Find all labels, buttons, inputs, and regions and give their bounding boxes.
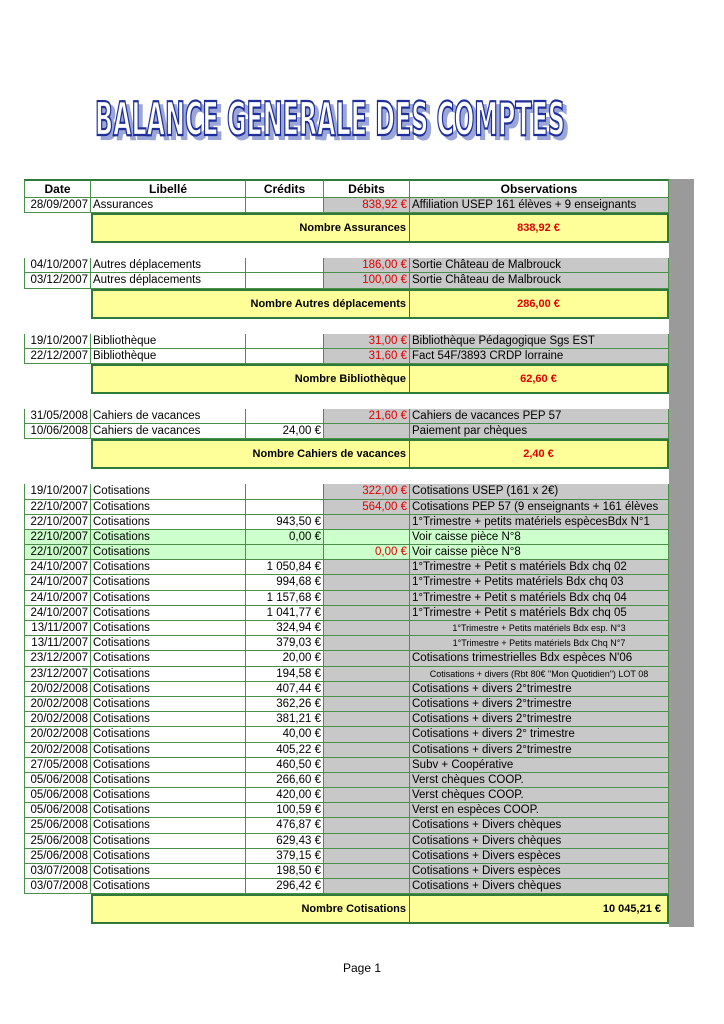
total-value: 286,00 € (410, 289, 669, 319)
row-date: 20/02/2008 (24, 697, 91, 712)
table-row (24, 621, 669, 636)
row-debit: 838,92 € (324, 198, 410, 213)
table-row (24, 758, 669, 773)
row-date: 03/07/2008 (24, 879, 91, 894)
row-observation: Voir caisse pièce N°8 (410, 530, 669, 545)
sheet-shadow (669, 179, 694, 927)
row-date: 25/06/2008 (24, 849, 91, 864)
row-debit: 100,00 € (324, 273, 410, 288)
row-credit: 381,21 € (246, 712, 324, 727)
row-credit: 405,22 € (246, 743, 324, 758)
row-libelle: Cotisations (91, 818, 246, 833)
row-date: 22/10/2007 (24, 545, 91, 560)
row-observation: Cotisations + divers (Rbt 80€ "Mon Quotidien") LOT 08 (410, 667, 669, 682)
row-debit: 0,00 € (324, 545, 410, 560)
row-date: 10/06/2008 (24, 424, 91, 439)
row-debit (324, 682, 410, 697)
row-observation: Cotisations + divers 2°trimestre (410, 682, 669, 697)
row-debit (324, 773, 410, 788)
row-debit (324, 727, 410, 742)
row-libelle: Cotisations (91, 803, 246, 818)
row-observation: Bibliothèque Pédagogique Sgs EST (410, 334, 669, 349)
row-observation: 1°Trimestre + Petit s matériels Bdx chq 05 (410, 606, 669, 621)
row-credit (246, 484, 324, 499)
row-debit (324, 864, 410, 879)
table-row (24, 788, 669, 803)
row-date: 24/10/2007 (24, 575, 91, 590)
row-libelle: Cotisations (91, 500, 246, 515)
row-libelle: Cotisations (91, 621, 246, 636)
table-row (24, 879, 669, 894)
total-label: Nombre Cotisations (91, 894, 410, 924)
row-debit (324, 834, 410, 849)
row-observation: Subv + Coopérative (410, 758, 669, 773)
ledger-sections (24, 198, 669, 924)
row-debit (324, 743, 410, 758)
row-observation: Cotisations + Divers chèques (410, 879, 669, 894)
table-row (24, 484, 669, 499)
row-debit (324, 575, 410, 590)
row-debit: 564,00 € (324, 500, 410, 515)
table-row (24, 515, 669, 530)
row-date: 28/09/2007 (24, 198, 91, 213)
row-observation: Cotisations + divers 2°trimestre (410, 697, 669, 712)
row-credit: 1 041,77 € (246, 606, 324, 621)
row-credit: 1 050,84 € (246, 560, 324, 575)
table-row (24, 712, 669, 727)
header-credits: Crédits (246, 179, 324, 198)
row-debit (324, 697, 410, 712)
row-observation: Voir caisse pièce N°8 (410, 545, 669, 560)
row-date: 20/02/2008 (24, 712, 91, 727)
table-row (24, 727, 669, 742)
row-libelle: Cahiers de vacances (91, 409, 246, 424)
row-credit (246, 545, 324, 560)
section-total (24, 439, 669, 469)
row-debit (324, 788, 410, 803)
row-observation: Cotisations + Divers chèques (410, 818, 669, 833)
row-debit (324, 818, 410, 833)
table-row (24, 667, 669, 682)
row-libelle: Cotisations (91, 864, 246, 879)
title-shadow: BALANCE GENERALE DES COMPTES (99, 96, 569, 150)
row-credit: 994,68 € (246, 575, 324, 590)
row-observation: 1°Trimestre + Petits matériels Bdx esp. N°3 (410, 621, 669, 636)
table-row (24, 773, 669, 788)
total-label: Nombre Assurances (91, 213, 410, 243)
row-libelle: Cotisations (91, 788, 246, 803)
row-observation: Cotisations trimestrielles Bdx espèces N'06 (410, 651, 669, 666)
table-row (24, 864, 669, 879)
table-row (24, 682, 669, 697)
table-row (24, 545, 669, 560)
row-credit: 198,50 € (246, 864, 324, 879)
section-gap (24, 319, 669, 334)
row-credit (246, 334, 324, 349)
table-row (24, 591, 669, 606)
row-credit: 407,44 € (246, 682, 324, 697)
table-row (24, 743, 669, 758)
row-debit (324, 712, 410, 727)
row-observation: Cotisations + divers 2°trimestre (410, 712, 669, 727)
row-date: 20/02/2008 (24, 727, 91, 742)
total-spacer (24, 439, 91, 469)
row-debit (324, 651, 410, 666)
row-credit (246, 409, 324, 424)
section-gap (24, 243, 669, 258)
row-libelle: Cotisations (91, 697, 246, 712)
row-date: 22/12/2007 (24, 349, 91, 364)
row-debit: 186,00 € (324, 258, 410, 273)
row-date: 22/10/2007 (24, 500, 91, 515)
header-debits: Débits (324, 179, 410, 198)
row-date: 05/06/2008 (24, 773, 91, 788)
row-libelle: Cahiers de vacances (91, 424, 246, 439)
row-credit (246, 500, 324, 515)
row-libelle: Assurances (91, 198, 246, 213)
total-value: 10 045,21 € (410, 894, 669, 924)
row-observation: Affiliation USEP 161 élèves + 9 enseignants (410, 198, 669, 213)
row-observation: Cotisations USEP (161 x 2€) (410, 484, 669, 499)
row-credit: 460,50 € (246, 758, 324, 773)
section-total (24, 364, 669, 394)
row-date: 03/12/2007 (24, 273, 91, 288)
row-debit (324, 758, 410, 773)
header-date: Date (24, 179, 91, 198)
row-libelle: Cotisations (91, 484, 246, 499)
table-row (24, 409, 669, 424)
row-credit: 100,59 € (246, 803, 324, 818)
row-libelle: Cotisations (91, 743, 246, 758)
row-libelle: Cotisations (91, 636, 246, 651)
row-libelle: Cotisations (91, 879, 246, 894)
row-libelle: Cotisations (91, 515, 246, 530)
row-date: 04/10/2007 (24, 258, 91, 273)
table-row (24, 530, 669, 545)
total-label: Nombre Bibliothèque (91, 364, 410, 394)
row-credit: 324,94 € (246, 621, 324, 636)
row-libelle: Cotisations (91, 682, 246, 697)
table-row (24, 258, 669, 273)
row-libelle: Cotisations (91, 560, 246, 575)
section-total (24, 213, 669, 243)
row-observation: Cotisations + Divers espèces (410, 849, 669, 864)
row-observation: 1°Trimestre + petits matériels espècesBdx N°1 (410, 515, 669, 530)
row-libelle: Autres déplacements (91, 258, 246, 273)
row-date: 03/07/2008 (24, 864, 91, 879)
row-credit: 0,00 € (246, 530, 324, 545)
row-debit (324, 621, 410, 636)
row-libelle: Cotisations (91, 575, 246, 590)
table-row (24, 818, 669, 833)
row-credit: 420,00 € (246, 788, 324, 803)
table-header (24, 179, 669, 198)
row-debit (324, 667, 410, 682)
row-date: 05/06/2008 (24, 788, 91, 803)
row-credit: 362,26 € (246, 697, 324, 712)
row-date: 19/10/2007 (24, 484, 91, 499)
row-libelle: Cotisations (91, 606, 246, 621)
row-libelle: Cotisations (91, 591, 246, 606)
row-date: 13/11/2007 (24, 636, 91, 651)
table-row (24, 500, 669, 515)
table-row (24, 273, 669, 288)
title-text: BALANCE GENERALE DES COMPTES (95, 92, 565, 146)
row-date: 20/02/2008 (24, 682, 91, 697)
row-libelle: Cotisations (91, 530, 246, 545)
total-label: Nombre Autres déplacements (91, 289, 410, 319)
page-number: Page 1 (342, 961, 382, 975)
table-row (24, 849, 669, 864)
row-libelle: Bibliothèque (91, 334, 246, 349)
total-value: 838,92 € (410, 213, 669, 243)
row-observation: Paiement par chèques (410, 424, 669, 439)
row-observation: 1°Trimestre + Petit s matériels Bdx chq 04 (410, 591, 669, 606)
row-libelle: Autres déplacements (91, 273, 246, 288)
row-date: 20/02/2008 (24, 743, 91, 758)
row-debit (324, 606, 410, 621)
total-spacer (24, 289, 91, 319)
row-credit (246, 198, 324, 213)
row-observation: Fact 54F/3893 CRDP lorraine (410, 349, 669, 364)
section-total (24, 289, 669, 319)
row-debit (324, 879, 410, 894)
page-title (0, 92, 724, 156)
row-observation: Verst chèques COOP. (410, 773, 669, 788)
row-date: 24/10/2007 (24, 606, 91, 621)
row-date: 24/10/2007 (24, 591, 91, 606)
row-observation: Cotisations PEP 57 (9 enseignants + 161 élèves (410, 500, 669, 515)
row-date: 24/10/2007 (24, 560, 91, 575)
total-spacer (24, 364, 91, 394)
row-libelle: Cotisations (91, 849, 246, 864)
row-debit: 322,00 € (324, 484, 410, 499)
row-date: 25/06/2008 (24, 818, 91, 833)
row-observation: Sortie Château de Malbrouck (410, 258, 669, 273)
row-debit (324, 515, 410, 530)
row-observation: Verst en espèces COOP. (410, 803, 669, 818)
table-row (24, 575, 669, 590)
row-credit: 1 157,68 € (246, 591, 324, 606)
row-credit: 476,87 € (246, 818, 324, 833)
total-label: Nombre Cahiers de vacances (91, 439, 410, 469)
row-libelle: Cotisations (91, 773, 246, 788)
row-date: 27/05/2008 (24, 758, 91, 773)
row-credit (246, 349, 324, 364)
row-observation: 1°Trimestre + Petits matériels Bdx chq 03 (410, 575, 669, 590)
row-date: 22/10/2007 (24, 530, 91, 545)
table-row (24, 697, 669, 712)
row-debit (324, 636, 410, 651)
table-row (24, 651, 669, 666)
row-libelle: Cotisations (91, 727, 246, 742)
table-row (24, 424, 669, 439)
row-credit: 24,00 € (246, 424, 324, 439)
row-observation: Verst chèques COOP. (410, 788, 669, 803)
row-observation: Cotisations + divers 2°trimestre (410, 743, 669, 758)
table-row (24, 803, 669, 818)
total-value: 2,40 € (410, 439, 669, 469)
row-credit (246, 273, 324, 288)
row-debit: 31,60 € (324, 349, 410, 364)
table-row (24, 560, 669, 575)
total-spacer (24, 894, 91, 924)
ledger-table (24, 179, 669, 924)
row-observation: Sortie Château de Malbrouck (410, 273, 669, 288)
table-row (24, 198, 669, 213)
row-credit: 379,03 € (246, 636, 324, 651)
row-date: 13/11/2007 (24, 621, 91, 636)
row-credit: 379,15 € (246, 849, 324, 864)
section-gap (24, 469, 669, 484)
row-date: 23/12/2007 (24, 651, 91, 666)
row-debit: 21,60 € (324, 409, 410, 424)
row-observation: Cotisations + divers 2° trimestre (410, 727, 669, 742)
total-spacer (24, 213, 91, 243)
section-gap (24, 394, 669, 409)
row-credit (246, 258, 324, 273)
row-observation: 1°Trimestre + Petit s matériels Bdx chq 02 (410, 560, 669, 575)
row-date: 31/05/2008 (24, 409, 91, 424)
row-credit: 943,50 € (246, 515, 324, 530)
row-libelle: Cotisations (91, 651, 246, 666)
row-debit (324, 591, 410, 606)
row-observation: 1°Trimestre + Petits matériels Bdx Chq N°7 (410, 636, 669, 651)
row-credit: 296,42 € (246, 879, 324, 894)
row-credit: 266,60 € (246, 773, 324, 788)
row-observation: Cotisations + Divers chèques (410, 834, 669, 849)
header-libelle: Libellé (91, 179, 246, 198)
row-debit: 31,00 € (324, 334, 410, 349)
row-credit: 194,58 € (246, 667, 324, 682)
row-date: 22/10/2007 (24, 515, 91, 530)
row-libelle: Cotisations (91, 834, 246, 849)
row-libelle: Cotisations (91, 545, 246, 560)
table-row (24, 606, 669, 621)
table-row (24, 349, 669, 364)
row-credit: 40,00 € (246, 727, 324, 742)
row-observation: Cotisations + Divers espèces (410, 864, 669, 879)
row-date: 23/12/2007 (24, 667, 91, 682)
row-observation: Cahiers de vacances PEP 57 (410, 409, 669, 424)
row-debit (324, 849, 410, 864)
row-date: 19/10/2007 (24, 334, 91, 349)
row-debit (324, 803, 410, 818)
table-row (24, 636, 669, 651)
row-libelle: Bibliothèque (91, 349, 246, 364)
section-total (24, 894, 669, 924)
row-credit: 20,00 € (246, 651, 324, 666)
row-credit: 629,43 € (246, 834, 324, 849)
row-debit (324, 424, 410, 439)
table-row (24, 334, 669, 349)
table-row (24, 834, 669, 849)
row-date: 05/06/2008 (24, 803, 91, 818)
header-observations: Observations (410, 179, 669, 198)
row-libelle: Cotisations (91, 712, 246, 727)
row-date: 25/06/2008 (24, 834, 91, 849)
row-debit (324, 530, 410, 545)
row-debit (324, 560, 410, 575)
total-value: 62,60 € (410, 364, 669, 394)
row-libelle: Cotisations (91, 758, 246, 773)
row-libelle: Cotisations (91, 667, 246, 682)
